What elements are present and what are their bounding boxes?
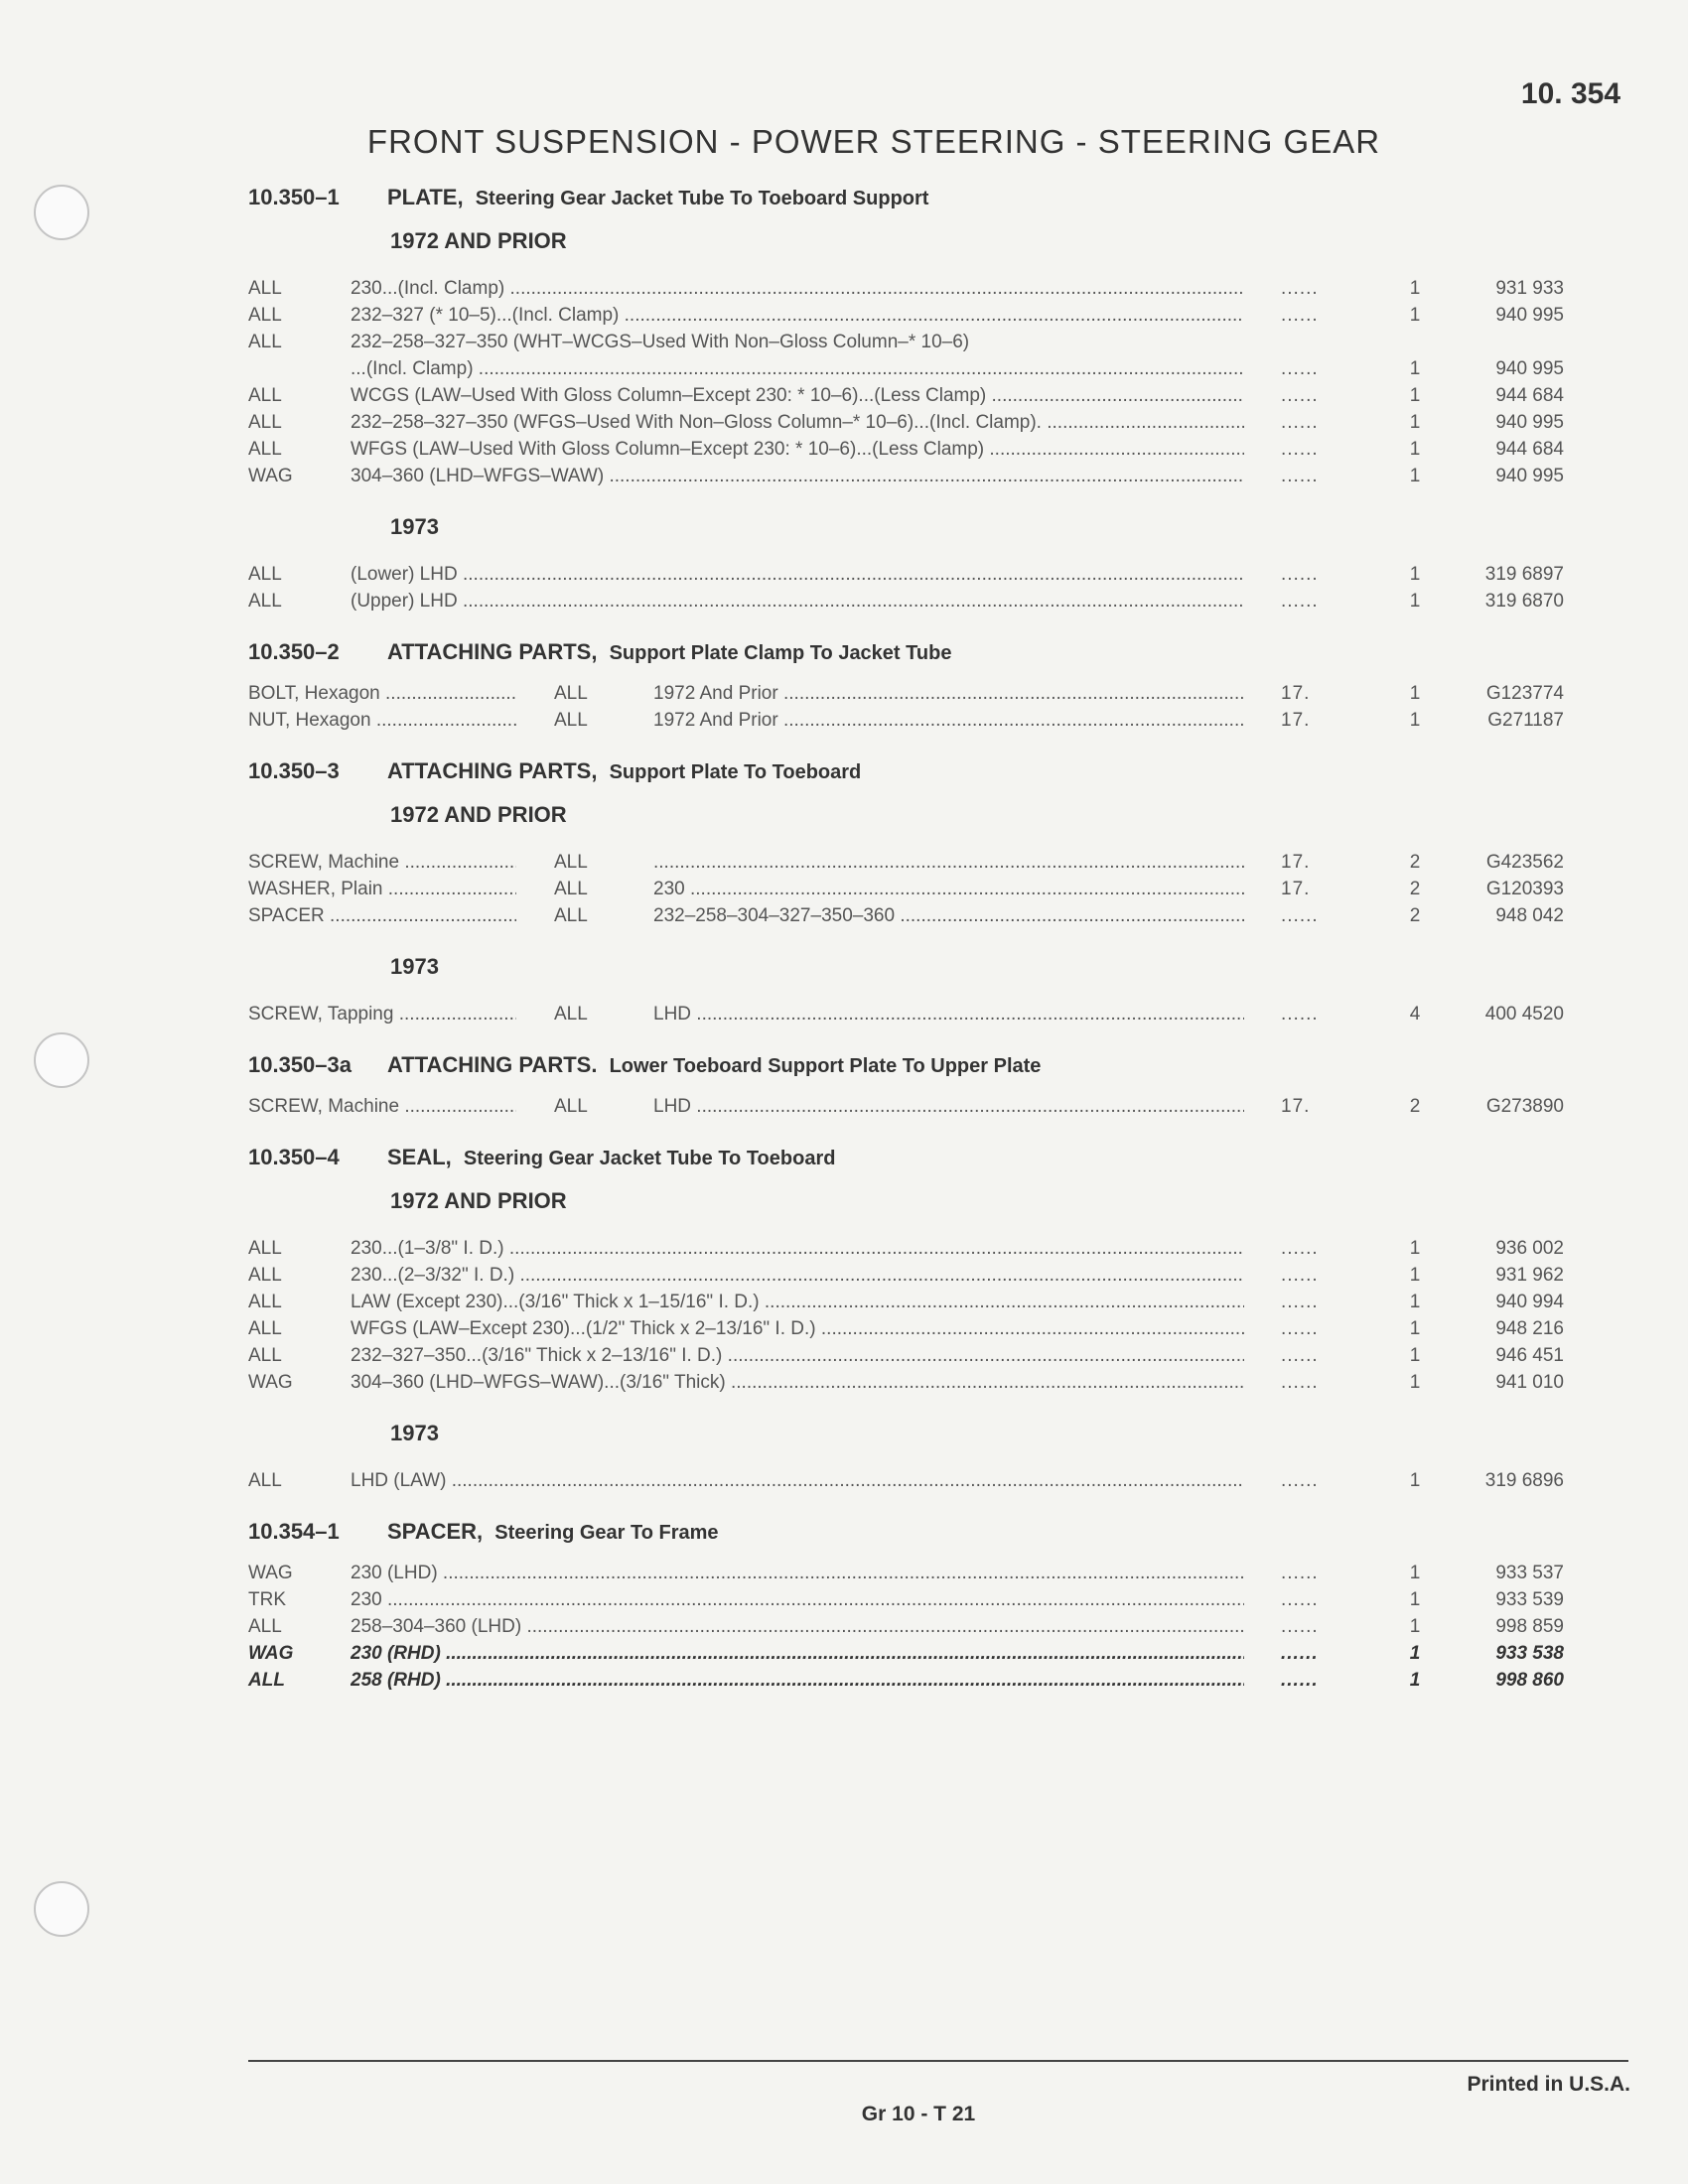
table-row — [248, 305, 1564, 332]
model-ref: ...... — [1281, 1238, 1319, 1259]
quantity: 1 — [1409, 439, 1421, 460]
description: 230 (RHD) ..... — [351, 1643, 1244, 1665]
section-desc: Lower Toeboard Support Plate To Upper Plate — [609, 1055, 1042, 1077]
part-number: G423562 — [1485, 852, 1564, 873]
part-number: 948 216 — [1495, 1318, 1564, 1339]
part-number: 940 995 — [1495, 305, 1564, 326]
footer-rule — [248, 2060, 1628, 2062]
applicability: ALL — [248, 439, 282, 460]
part-name: NUT, Hexagon ..... — [248, 710, 516, 732]
section-name: PLATE, — [387, 185, 464, 209]
description: 232–258–327–350 (WFGS–Used With Non–Gloss Column–* 10–6)...(Incl. Clamp). ..... — [351, 412, 1244, 434]
description: LHD ..... — [653, 1096, 1244, 1118]
section-heading — [248, 758, 1564, 784]
part-number: G271187 — [1487, 710, 1564, 731]
quantity: 1 — [1409, 1616, 1421, 1637]
section-heading — [248, 1145, 1564, 1170]
part-number: 940 995 — [1495, 412, 1564, 433]
section-code: 10.350–3 — [248, 758, 340, 783]
description: 230 (LHD) ..... — [351, 1563, 1244, 1584]
model-ref: ...... — [1281, 1265, 1319, 1286]
table-s5 — [248, 1563, 1564, 1697]
table-s3-1973 — [248, 1004, 1564, 1030]
model-ref: 17. — [1281, 1096, 1311, 1117]
page-title: FRONT SUSPENSION - POWER STEERING - STEERING GEAR — [366, 123, 1381, 160]
part-number: 940 995 — [1495, 358, 1564, 379]
part-number: 944 684 — [1495, 439, 1564, 460]
applicability: ALL — [248, 1345, 282, 1366]
applicability: ALL — [248, 412, 282, 433]
model-ref: 17. — [1281, 683, 1311, 704]
model-ref: ...... — [1281, 305, 1319, 326]
description: 1972 And Prior ..... — [653, 710, 1244, 732]
part-name: BOLT, Hexagon ..... — [248, 683, 516, 705]
table-row — [248, 879, 1564, 905]
model-ref: ...... — [1281, 439, 1319, 460]
model-ref: ...... — [1281, 1589, 1319, 1610]
table-s3-prior — [248, 852, 1564, 932]
section-heading — [248, 639, 1564, 665]
applicability: TRK — [248, 1589, 286, 1610]
applicability: ALL — [248, 1238, 282, 1259]
table-row — [248, 564, 1564, 591]
model-ref: ...... — [1281, 1470, 1319, 1491]
description: (Lower) LHD ..... — [351, 564, 1244, 586]
quantity: 1 — [1409, 1345, 1421, 1366]
quantity: 1 — [1409, 710, 1421, 731]
section-name: ATTACHING PARTS, — [387, 639, 598, 664]
section-code: 10.350–2 — [248, 639, 340, 664]
quantity: 2 — [1409, 879, 1421, 899]
applicability: ALL — [248, 332, 282, 352]
table-row — [248, 385, 1564, 412]
model-ref: ...... — [1281, 591, 1319, 612]
table-row — [248, 1345, 1564, 1372]
applicability: WAG — [248, 1372, 293, 1393]
table-s4-1973 — [248, 1470, 1564, 1497]
description: 258–304–360 (LHD) ..... — [351, 1616, 1244, 1638]
applicability: ALL — [554, 905, 588, 926]
section-code: 10.350–4 — [248, 1145, 340, 1169]
quantity: 1 — [1409, 591, 1421, 612]
quantity: 1 — [1409, 466, 1421, 486]
part-number: 998 859 — [1495, 1616, 1564, 1637]
description: 230...(2–3/32" I. D.) ..... — [351, 1265, 1244, 1287]
description — [653, 852, 1244, 874]
table-row — [248, 1292, 1564, 1318]
applicability: ALL — [554, 879, 588, 899]
description: LAW (Except 230)...(3/16" Thick x 1–15/16" I. D.) ..... — [351, 1292, 1244, 1313]
table-row — [248, 905, 1564, 932]
applicability: ALL — [554, 710, 588, 731]
description: 258 (RHD) ..... — [351, 1670, 1244, 1692]
model-ref: 17. — [1281, 879, 1311, 899]
year-subheading: 1972 AND PRIOR — [390, 228, 567, 253]
table-row — [248, 710, 1564, 737]
quantity: 2 — [1409, 905, 1421, 926]
part-name: WASHER, Plain ..... — [248, 879, 516, 900]
quantity: 1 — [1409, 564, 1421, 585]
table-row — [248, 1643, 1564, 1670]
part-number: 931 962 — [1495, 1265, 1564, 1286]
description: (Upper) LHD ..... — [351, 591, 1244, 613]
table-s4-prior — [248, 1238, 1564, 1399]
section-heading — [248, 1052, 1564, 1078]
description: 1972 And Prior ..... — [653, 683, 1244, 705]
applicability: ALL — [554, 1004, 588, 1024]
year-subheading: 1973 — [390, 954, 439, 979]
part-number: 941 010 — [1495, 1372, 1564, 1393]
part-number: 936 002 — [1495, 1238, 1564, 1259]
applicability: ALL — [554, 1096, 588, 1117]
part-number: G123774 — [1485, 683, 1564, 704]
description: LHD ..... — [653, 1004, 1244, 1025]
quantity: 1 — [1409, 412, 1421, 433]
applicability: ALL — [248, 1616, 282, 1637]
table-row — [248, 1318, 1564, 1345]
applicability: ALL — [554, 683, 588, 704]
section-heading — [248, 185, 1564, 210]
description: 230...(1–3/8" I. D.) ..... — [351, 1238, 1244, 1260]
applicability: ALL — [248, 564, 282, 585]
table-row — [248, 1096, 1564, 1123]
applicability: ALL — [248, 591, 282, 612]
model-ref: ...... — [1281, 1345, 1319, 1366]
quantity: 2 — [1409, 1096, 1421, 1117]
part-number: 998 860 — [1495, 1670, 1564, 1691]
quantity: 1 — [1409, 1238, 1421, 1259]
part-number: 944 684 — [1495, 385, 1564, 406]
applicability: ALL — [248, 1265, 282, 1286]
description: WFGS (LAW–Used With Gloss Column–Except 230: * 10–6)...(Less Clamp) ..... — [351, 439, 1244, 461]
part-number: 946 451 — [1495, 1345, 1564, 1366]
section-desc: Steering Gear Jacket Tube To Toeboard Support — [475, 188, 929, 209]
model-ref: ...... — [1281, 1318, 1319, 1339]
table-row — [248, 439, 1564, 466]
quantity: 1 — [1409, 683, 1421, 704]
model-ref: 17. — [1281, 852, 1311, 873]
year-subheading: 1972 AND PRIOR — [390, 1188, 567, 1213]
quantity: 1 — [1409, 1589, 1421, 1610]
table-row — [248, 1616, 1564, 1643]
table-s3a — [248, 1096, 1564, 1123]
description: WFGS (LAW–Except 230)...(1/2" Thick x 2–13/16" I. D.) ..... — [351, 1318, 1244, 1340]
applicability: ALL — [554, 852, 588, 873]
model-ref: ...... — [1281, 385, 1319, 406]
applicability: ALL — [248, 1470, 282, 1491]
year-subheading: 1972 AND PRIOR — [390, 802, 567, 827]
section-desc: Steering Gear Jacket Tube To Toeboard — [463, 1148, 836, 1169]
part-number: 933 539 — [1495, 1589, 1564, 1610]
part-name: SCREW, Machine ..... — [248, 1096, 516, 1118]
table-s1-prior — [248, 278, 1564, 492]
model-ref: ...... — [1281, 1004, 1319, 1024]
quantity: 1 — [1409, 1470, 1421, 1491]
section-code: 10.354–1 — [248, 1519, 340, 1544]
quantity: 1 — [1409, 1265, 1421, 1286]
model-ref: ...... — [1281, 1292, 1319, 1312]
description: 230 ..... — [351, 1589, 1244, 1611]
parts-list — [248, 185, 1564, 1697]
part-number: 319 6870 — [1484, 591, 1564, 612]
part-number: 940 994 — [1495, 1292, 1564, 1312]
applicability: ALL — [248, 278, 282, 299]
applicability: WAG — [248, 1643, 294, 1664]
quantity: 1 — [1409, 1643, 1421, 1664]
table-row — [248, 1265, 1564, 1292]
table-s1-1973 — [248, 564, 1564, 617]
model-ref: ...... — [1281, 466, 1319, 486]
section-heading — [248, 1519, 1564, 1545]
model-ref: ...... — [1281, 412, 1319, 433]
applicability: WAG — [248, 466, 293, 486]
year-subheading: 1973 — [390, 514, 439, 539]
part-number: 948 042 — [1495, 905, 1564, 926]
table-row — [248, 332, 1564, 358]
table-row — [248, 412, 1564, 439]
description: WCGS (LAW–Used With Gloss Column–Except 230: * 10–6)...(Less Clamp) ..... — [351, 385, 1244, 407]
part-number: 400 4520 — [1484, 1004, 1564, 1024]
table-row — [248, 278, 1564, 305]
table-row — [248, 591, 1564, 617]
table-row — [248, 466, 1564, 492]
table-row — [248, 1470, 1564, 1497]
part-number: G273890 — [1485, 1096, 1564, 1117]
applicability: ALL — [248, 1318, 282, 1339]
quantity: 1 — [1409, 1670, 1421, 1691]
model-ref: ...... — [1281, 1643, 1319, 1664]
table-row — [248, 1589, 1564, 1616]
section-name: SEAL, — [387, 1145, 452, 1169]
page-number: 10. 354 — [1520, 77, 1620, 110]
quantity: 1 — [1409, 385, 1421, 406]
section-name: ATTACHING PARTS. — [387, 1052, 598, 1077]
table-row — [248, 1238, 1564, 1265]
section-name: ATTACHING PARTS, — [387, 758, 598, 783]
description: 232–327–350...(3/16" Thick x 2–13/16" I. D.) ..... — [351, 1345, 1244, 1367]
part-name: SCREW, Machine ..... — [248, 852, 516, 874]
applicability: ALL — [248, 1670, 285, 1691]
model-ref: ...... — [1281, 278, 1319, 299]
quantity: 1 — [1409, 1563, 1421, 1583]
description: 230...(Incl. Clamp) ..... — [351, 278, 1244, 300]
year-subheading: 1973 — [390, 1421, 439, 1445]
model-ref: ...... — [1281, 1616, 1319, 1637]
part-name: SPACER ..... — [248, 905, 516, 927]
section-name: SPACER, — [387, 1519, 484, 1544]
section-code: 10.350–1 — [248, 185, 340, 209]
quantity: 1 — [1409, 1372, 1421, 1393]
model-ref: ...... — [1281, 905, 1319, 926]
part-number: 933 537 — [1495, 1563, 1564, 1583]
description: 232–258–327–350 (WHT–WCGS–Used With Non–Gloss Column–* 10–6) — [351, 332, 970, 352]
model-ref: ...... — [1281, 564, 1319, 585]
table-row — [248, 852, 1564, 879]
punch-hole-middle — [34, 1032, 89, 1088]
quantity: 1 — [1409, 1318, 1421, 1339]
model-ref: ...... — [1281, 1563, 1319, 1583]
page-footer: Gr 10 - T 21 — [861, 2103, 976, 2125]
part-number: 933 538 — [1495, 1643, 1564, 1664]
description: LHD (LAW) ..... — [351, 1470, 1244, 1492]
table-row — [248, 1372, 1564, 1399]
applicability: WAG — [248, 1563, 293, 1583]
table-row — [248, 1670, 1564, 1697]
section-desc: Steering Gear To Frame — [494, 1522, 719, 1544]
quantity: 2 — [1409, 852, 1421, 873]
section-code: 10.350–3a — [248, 1052, 352, 1077]
part-name: SCREW, Tapping ..... — [248, 1004, 516, 1025]
model-ref: ...... — [1281, 1670, 1319, 1691]
table-s2 — [248, 683, 1564, 737]
part-number: 319 6897 — [1484, 564, 1564, 585]
section-desc: Support Plate To Toeboard — [609, 761, 862, 783]
applicability: ALL — [248, 305, 282, 326]
punch-hole-top — [34, 185, 89, 240]
model-ref: ...... — [1281, 1372, 1319, 1393]
part-number: 319 6896 — [1484, 1470, 1564, 1491]
description: 304–360 (LHD–WFGS–WAW)...(3/16" Thick) ..... — [351, 1372, 1244, 1394]
quantity: 1 — [1409, 1292, 1421, 1312]
model-ref: 17. — [1281, 710, 1311, 731]
punch-hole-bottom — [34, 1881, 89, 1937]
section-desc: Support Plate Clamp To Jacket Tube — [609, 642, 952, 664]
description: 304–360 (LHD–WFGS–WAW) ..... — [351, 466, 1244, 487]
table-row — [248, 1563, 1564, 1589]
printed-note: Printed in U.S.A. — [1467, 2073, 1630, 2096]
description: 230 ..... — [653, 879, 1244, 900]
applicability: ALL — [248, 385, 282, 406]
part-number: 940 995 — [1495, 466, 1564, 486]
applicability: ALL — [248, 1292, 282, 1312]
table-row — [248, 683, 1564, 710]
quantity: 1 — [1409, 278, 1421, 299]
description: 232–327 (* 10–5)...(Incl. Clamp) ..... — [351, 305, 1244, 327]
part-number: G120393 — [1485, 879, 1564, 899]
part-number: 931 933 — [1495, 278, 1564, 299]
quantity: 1 — [1409, 358, 1421, 379]
quantity: 1 — [1409, 305, 1421, 326]
quantity: 4 — [1409, 1004, 1421, 1024]
description: 232–258–304–327–350–360 ..... — [653, 905, 1244, 927]
table-row — [248, 1004, 1564, 1030]
table-row — [248, 358, 1564, 385]
description: ...(Incl. Clamp) ..... — [351, 358, 1244, 380]
model-ref: ...... — [1281, 358, 1319, 379]
